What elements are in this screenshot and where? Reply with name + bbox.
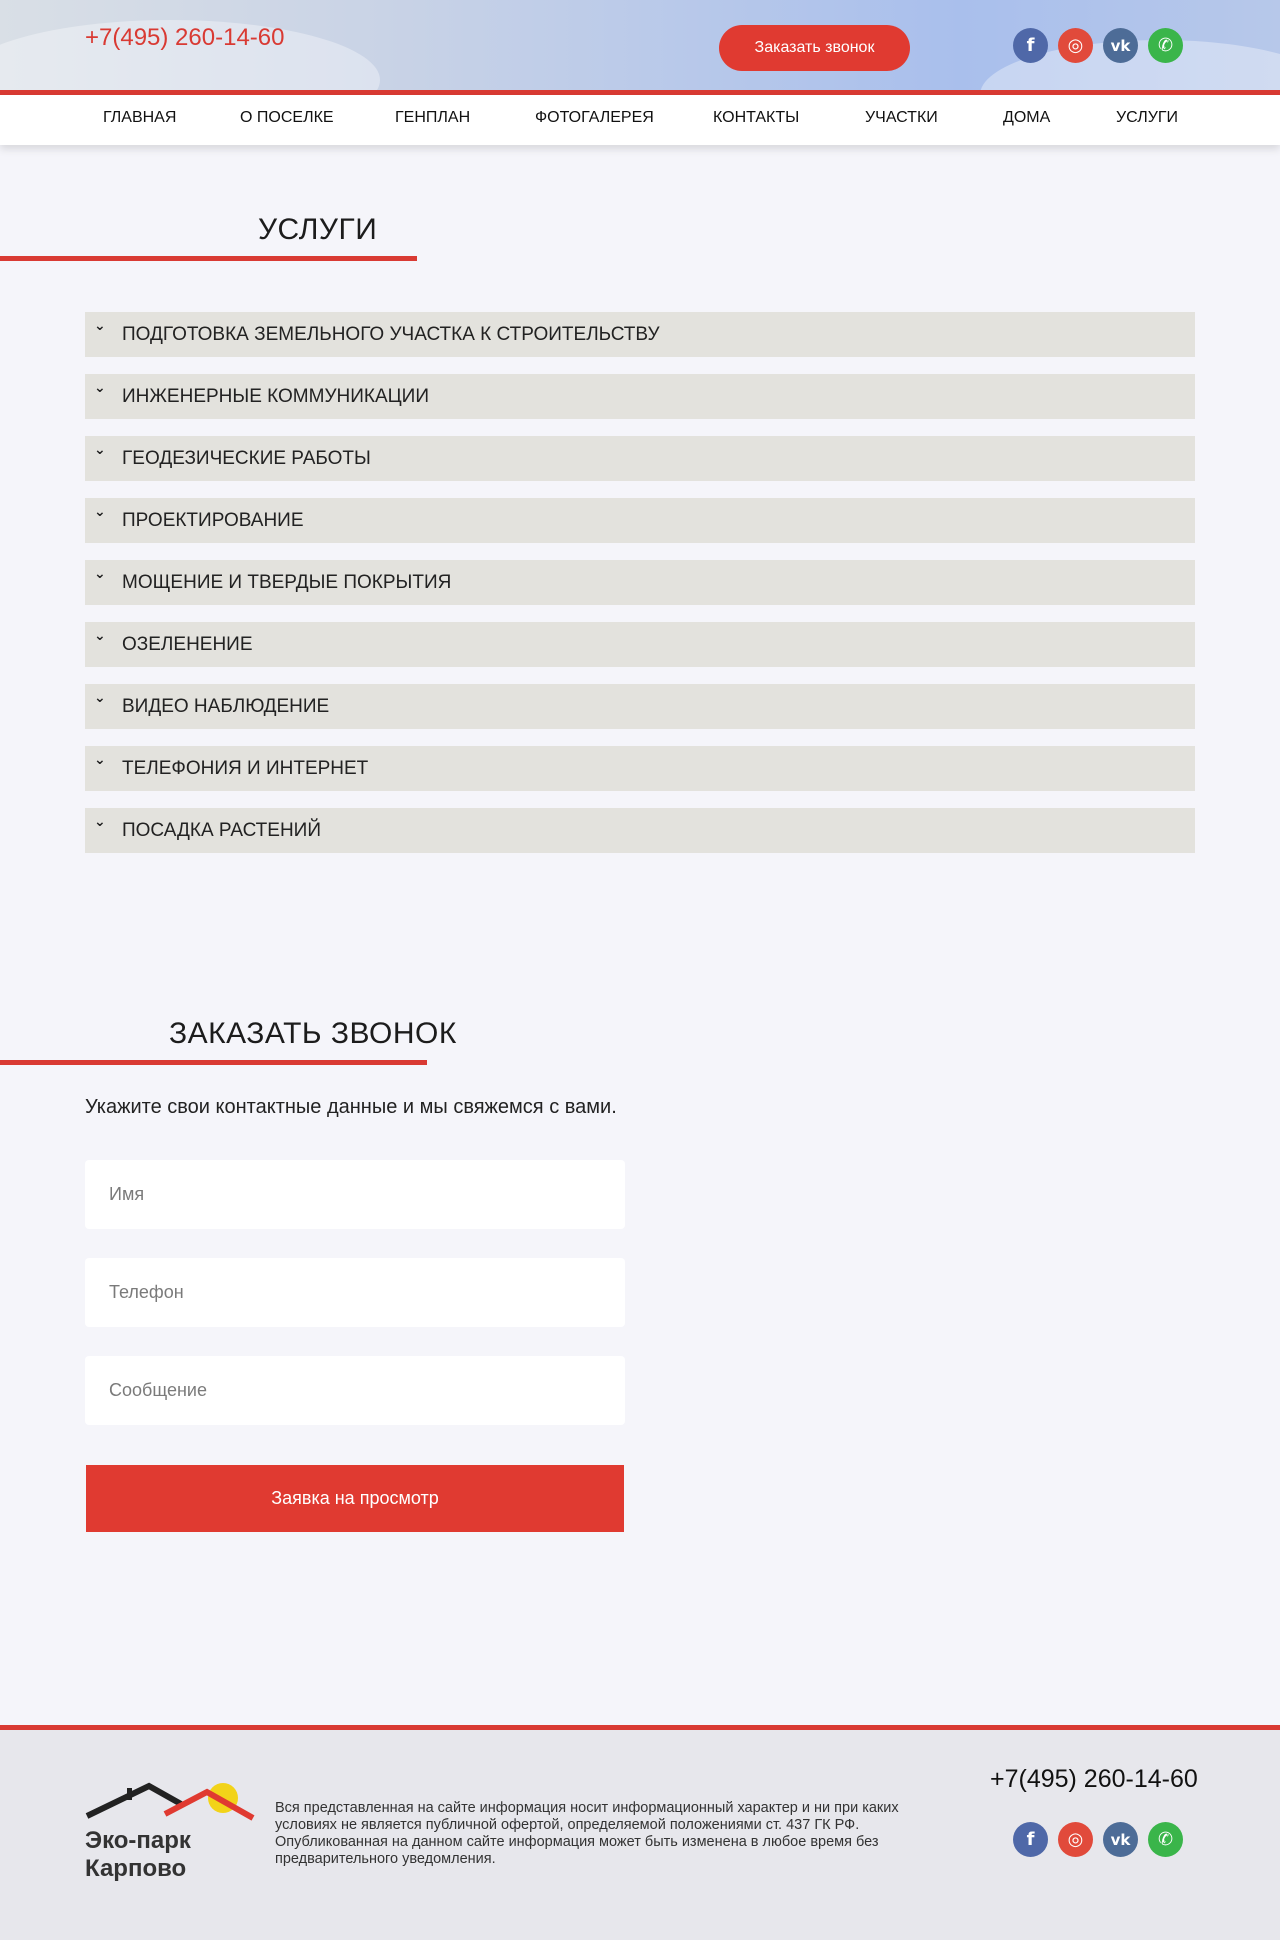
submit-request-button[interactable]: Заявка на просмотр: [86, 1465, 624, 1532]
instagram-icon[interactable]: ◎: [1058, 1822, 1093, 1857]
nav-item-home[interactable]: ГЛАВНАЯ: [103, 109, 177, 126]
accordion-item[interactable]: [85, 622, 1195, 667]
accordion-item-label: ГЕОДЕЗИЧЕСКИЕ РАБОТЫ: [122, 448, 371, 469]
logo[interactable]: [85, 1780, 255, 1880]
logo-line-2: Карпово: [85, 1855, 187, 1882]
accordion-item-label: ОЗЕЛЕНЕНИЕ: [122, 634, 253, 655]
nav-item-plots[interactable]: УЧАСТКИ: [865, 109, 938, 126]
footer-disclaimer: Вся представленная на сайте информация носит информационный характер и ни при каких условиях не является публичной офертой, определяемой положениями ст. 437 ГК РФ. Опубликованная на данном сайте информация может быть изменена в любое время без предварительного уведомления.: [275, 1800, 899, 1867]
chevron-down-icon: ⌄: [94, 503, 106, 519]
chevron-down-icon: ⌄: [94, 565, 106, 581]
nav-item-contacts[interactable]: КОНТАКТЫ: [713, 109, 800, 126]
header-social-links: [1013, 28, 1183, 63]
footer-phone[interactable]: +7(495) 260-14-60: [990, 1765, 1198, 1793]
accordion-item-label: ПОДГОТОВКА ЗЕМЕЛЬНОГО УЧАСТКА К СТРОИТЕЛЬСТВУ: [122, 324, 660, 345]
accordion-item[interactable]: [85, 808, 1195, 853]
whatsapp-icon[interactable]: ✆: [1148, 28, 1183, 63]
accordion-item-label: МОЩЕНИЕ И ТВЕРДЫЕ ПОКРЫТИЯ: [122, 572, 452, 593]
nav-item-houses[interactable]: ДОМА: [1003, 109, 1051, 126]
callback-button[interactable]: Заказать звонок: [719, 25, 910, 71]
instagram-icon[interactable]: ◎: [1058, 28, 1093, 63]
accordion-item[interactable]: [85, 498, 1195, 543]
accordion-item[interactable]: [85, 684, 1195, 729]
chevron-down-icon: ⌄: [94, 441, 106, 457]
whatsapp-icon[interactable]: ✆: [1148, 1822, 1183, 1857]
accordion-item[interactable]: [85, 374, 1195, 419]
callback-form-title-underline: [0, 1060, 427, 1065]
vk-icon[interactable]: vk: [1103, 28, 1138, 63]
header-phone[interactable]: +7(495) 260-14-60: [85, 24, 285, 51]
footer-social-links: [1013, 1822, 1183, 1857]
accordion-item-label: ПОСАДКА РАСТЕНИЙ: [122, 820, 321, 841]
accordion-item-label: ПРОЕКТИРОВАНИЕ: [122, 510, 304, 531]
facebook-icon[interactable]: f: [1013, 1822, 1048, 1857]
logo-house-icon: [85, 1780, 255, 1830]
services-title: УСЛУГИ: [258, 213, 378, 246]
services-title-underline: [0, 256, 417, 261]
vk-icon[interactable]: vk: [1103, 1822, 1138, 1857]
accordion-item-label: ТЕЛЕФОНИЯ И ИНТЕРНЕТ: [122, 758, 369, 779]
accordion-item[interactable]: [85, 560, 1195, 605]
accordion-item[interactable]: [85, 436, 1195, 481]
chevron-down-icon: ⌄: [94, 317, 106, 333]
callback-form-description: Укажите свои контактные данные и мы свяжемся с вами.: [85, 1096, 617, 1118]
chevron-down-icon: ⌄: [94, 379, 106, 395]
chevron-down-icon: ⌄: [94, 751, 106, 767]
nav-item-services[interactable]: УСЛУГИ: [1116, 109, 1179, 126]
nav-item-about[interactable]: О ПОСЕЛКЕ: [240, 109, 334, 126]
message-input[interactable]: [85, 1356, 625, 1425]
chevron-down-icon: ⌄: [94, 689, 106, 705]
phone-input[interactable]: [85, 1258, 625, 1327]
accordion-item[interactable]: [85, 312, 1195, 357]
main-nav: [0, 95, 1280, 145]
accordion-item[interactable]: [85, 746, 1195, 791]
chevron-down-icon: ⌄: [94, 627, 106, 643]
name-input[interactable]: [85, 1160, 625, 1229]
accordion-item-label: ВИДЕО НАБЛЮДЕНИЕ: [122, 696, 330, 717]
accordion-item-label: ИНЖЕНЕРНЫЕ КОММУНИКАЦИИ: [122, 386, 429, 407]
nav-item-gallery[interactable]: ФОТОГАЛЕРЕЯ: [535, 109, 654, 126]
facebook-icon[interactable]: f: [1013, 28, 1048, 63]
logo-line-1: Эко-парк: [85, 1827, 191, 1854]
chevron-down-icon: ⌄: [94, 813, 106, 829]
nav-item-genplan[interactable]: ГЕНПЛАН: [395, 109, 471, 126]
callback-form-title: ЗАКАЗАТЬ ЗВОНОК: [169, 1017, 457, 1050]
